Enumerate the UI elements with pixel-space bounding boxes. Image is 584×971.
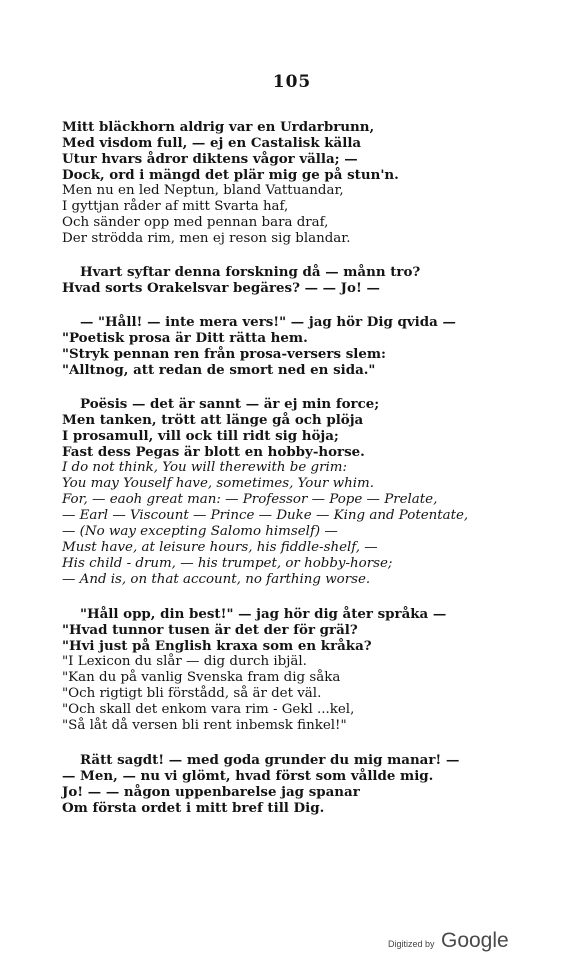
text-line: Must have, at leisure hours, his fiddle-shelf, — bbox=[62, 540, 378, 555]
text-line: Men tanken, trött att länge gå och plöja bbox=[62, 412, 364, 428]
text-line: Mitt bläckhorn aldrig var en Urdarbrunn, bbox=[62, 119, 375, 135]
text-line: Hvad sorts Orakelsvar begäres? — — Jo! — bbox=[62, 280, 380, 296]
text-line: — (No way excepting Salomo himself) — bbox=[62, 524, 338, 539]
text-line: "I Lexicon du slår — dig durch ibjäl. bbox=[62, 654, 307, 669]
text-line: Hvart syftar denna forskning då — månn tro? bbox=[80, 264, 421, 280]
text-line: "Hvi just på English kraxa som en kråka? bbox=[62, 638, 372, 654]
text-line: Men nu en led Neptun, bland Vattuandar, bbox=[62, 183, 344, 198]
text-line: "Och skall det enkom vara rim - Gekl ...kel, bbox=[62, 702, 355, 717]
text-line: — Men, — nu vi glömt, hvad först som vållde mig. bbox=[62, 768, 434, 784]
text-line: — Earl — Viscount — Prince — Duke — King and Potentate, bbox=[62, 508, 469, 523]
text-line: Om första ordet i mitt bref till Dig. bbox=[62, 800, 325, 816]
text-line: You may Youself have, sometimes, Your whim. bbox=[62, 476, 374, 491]
text-line: "Så låt då versen bli rent inbemsk finkel!" bbox=[62, 718, 347, 733]
text-line: Fast dess Pegas är blott en hobby-horse. bbox=[62, 444, 365, 460]
google-logo: Google bbox=[440, 929, 509, 952]
text-line: His child - drum, — his trumpet, or hobby-horse; bbox=[62, 556, 393, 571]
text-line: Der strödda rim, men ej reson sig blandar. bbox=[62, 231, 351, 246]
text-line: For, — eaoh great man: — Professor — Pope — Prelate, bbox=[62, 492, 438, 507]
text-line: I prosamull, vill ock till ridt sig höja; bbox=[62, 428, 339, 444]
text-line: "Kan du på vanlig Svenska fram dig såka bbox=[62, 670, 341, 685]
text-line: "Stryk pennan ren från prosa-versers slem: bbox=[62, 346, 386, 362]
text-line: I do not think, You will therewith be grim: bbox=[62, 460, 347, 475]
text-line: "Håll opp, din best!" — jag hör dig åter språka — bbox=[80, 606, 447, 622]
text-line: "Och rigtigt bli förstådd, så är det väl. bbox=[62, 686, 322, 701]
text-line: Och sänder opp med pennan bara draf, bbox=[62, 215, 329, 230]
text-line: Poësis — det är sannt — är ej min force; bbox=[80, 396, 380, 412]
page-number: 105 bbox=[272, 72, 312, 92]
text-line: I gyttjan råder af mitt Svarta haf, bbox=[62, 199, 289, 214]
text-line: — "Håll! — inte mera vers!" — jag hör Dig qvida — bbox=[80, 314, 456, 330]
digitized-by-label: Digitized by bbox=[388, 939, 435, 949]
text-line: — And is, on that account, no farthing worse. bbox=[62, 572, 371, 587]
text-line: "Hvad tunnor tusen är det der för gräl? bbox=[62, 622, 358, 638]
text-line: Dock, ord i mängd det plär mig ge på stun'n. bbox=[62, 167, 399, 183]
text-line: Jo! — — någon uppenbarelse jag spanar bbox=[62, 784, 360, 800]
text-line: Utur hvars ådror diktens vågor välla; — bbox=[62, 151, 358, 167]
text-line: "Alltnog, att redan de smort ned en sida." bbox=[62, 362, 376, 378]
text-line: Med visdom full, — ej en Castalisk källa bbox=[62, 135, 362, 151]
text-line: "Poetisk prosa är Ditt rätta hem. bbox=[62, 330, 308, 346]
text-line: Rätt sagdt! — med goda grunder du mig manar! — bbox=[80, 752, 460, 768]
digitized-by-footer bbox=[388, 929, 509, 953]
